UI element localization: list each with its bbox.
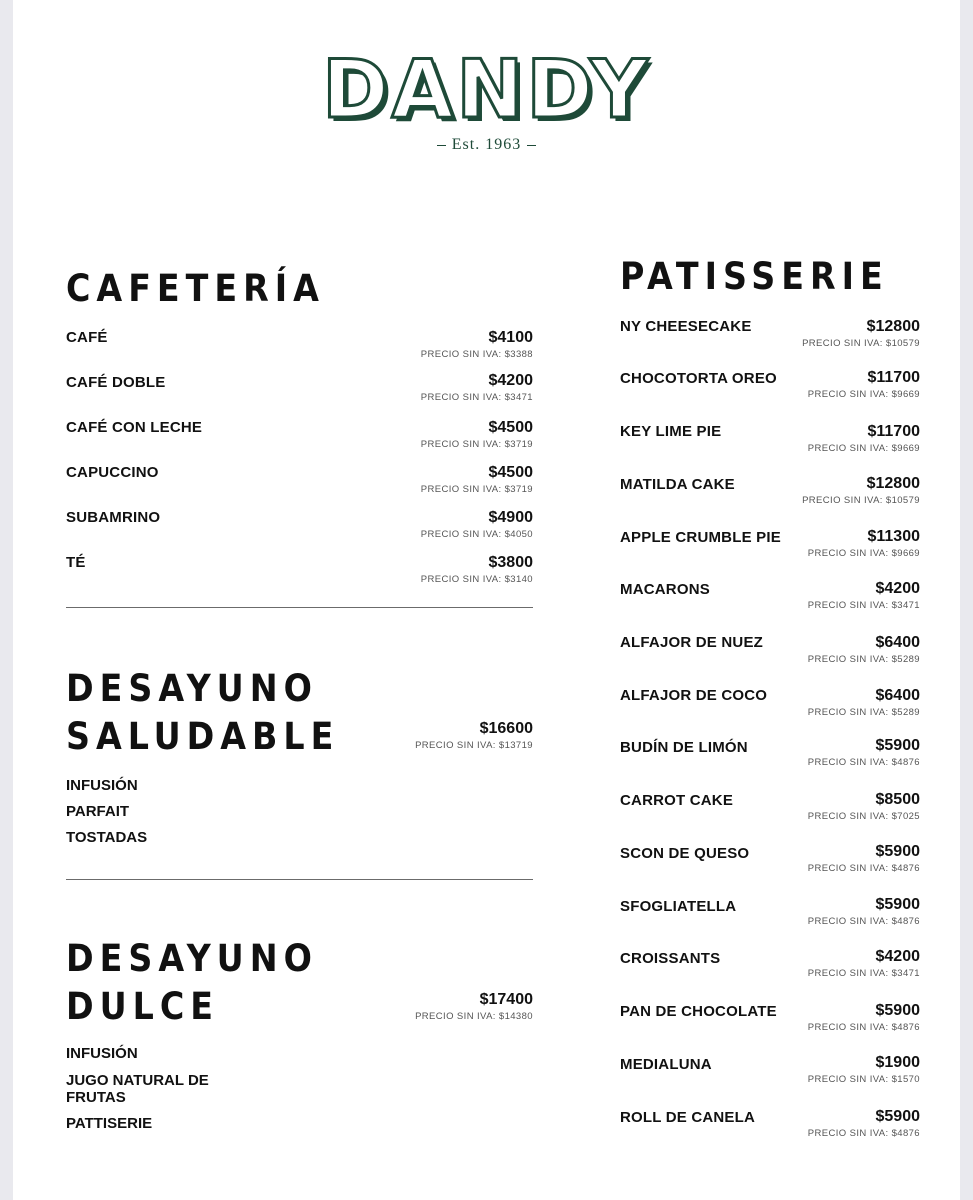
item-price-no-iva: PRECIO SIN IVA: $7025 (807, 811, 920, 822)
included-item: PATTISERIE (66, 1115, 153, 1132)
item-price: $11700 (867, 369, 920, 386)
dandy-logo (0, 43, 973, 154)
item-price-no-iva: PRECIO SIN IVA: $4876 (807, 863, 920, 874)
item-name: TÉ (66, 554, 86, 571)
included-item: JUGO NATURAL DE FRUTAS (66, 1072, 209, 1106)
section-title-desayuno-dulce-line1: DESAYUNO (66, 937, 318, 980)
item-name: MACARONS (620, 581, 710, 598)
item-price-no-iva: PRECIO SIN IVA: $3471 (420, 392, 533, 403)
item-price: $4200 (875, 580, 920, 597)
item-name: SUBAMRINO (66, 509, 161, 526)
item-price-no-iva: PRECIO SIN IVA: $3471 (807, 968, 920, 979)
item-name: ALFAJOR DE NUEZ (620, 634, 764, 651)
item-price-no-iva: PRECIO SIN IVA: $5289 (807, 654, 920, 665)
item-price-no-iva: PRECIO SIN IVA: $9669 (807, 389, 920, 400)
item-name: ROLL DE CANELA (620, 1109, 756, 1126)
item-name: SFOGLIATELLA (620, 898, 737, 915)
item-price-no-iva: PRECIO SIN IVA: $3388 (420, 349, 533, 360)
item-name: MEDIALUNA (620, 1056, 712, 1073)
item-name: CAFÉ (66, 329, 108, 346)
item-name: MATILDA CAKE (620, 476, 735, 493)
item-name: CHOCOTORTA OREO (620, 370, 777, 387)
item-price: $4900 (488, 509, 533, 526)
item-price: $6400 (875, 687, 920, 704)
item-price-no-iva: PRECIO SIN IVA: $4876 (807, 1128, 920, 1139)
section-title-desayuno-saludable-line1: DESAYUNO (66, 667, 318, 710)
item-price-no-iva: PRECIO SIN IVA: $4876 (807, 757, 920, 768)
item-price: $5900 (875, 843, 920, 860)
included-item: TOSTADAS (66, 829, 148, 846)
item-price: $4100 (488, 329, 533, 346)
section-title-desayuno-dulce-line2: DULCE (66, 985, 220, 1028)
item-price-no-iva: PRECIO SIN IVA: $4050 (420, 529, 533, 540)
item-price-no-iva: PRECIO SIN IVA: $3471 (807, 600, 920, 611)
item-name: CAFÉ DOBLE (66, 374, 166, 391)
included-item: INFUSIÓN (66, 777, 138, 794)
item-price: $3800 (488, 554, 533, 571)
section-title-desayuno-saludable-line2: SALUDABLE (66, 715, 340, 758)
item-price: $12800 (866, 475, 920, 492)
section-divider (66, 879, 533, 880)
item-price-no-iva: PRECIO SIN IVA: $4876 (807, 916, 920, 927)
section-divider (66, 607, 533, 608)
item-price: $11300 (867, 528, 920, 545)
item-price: $4200 (488, 372, 533, 389)
item-price-no-iva: PRECIO SIN IVA: $3140 (420, 574, 533, 585)
item-price: $6400 (875, 634, 920, 651)
item-price-no-iva: PRECIO SIN IVA: $1570 (807, 1074, 920, 1085)
item-name: CARROT CAKE (620, 792, 734, 809)
item-price-no-iva: PRECIO SIN IVA: $4876 (807, 1022, 920, 1033)
item-name: CAPUCCINO (66, 464, 159, 481)
dash-right (527, 145, 536, 146)
item-name: PAN DE CHOCOLATE (620, 1003, 777, 1020)
item-price-no-iva: PRECIO SIN IVA: $10579 (802, 338, 920, 349)
dash-left (437, 145, 446, 146)
included-item: INFUSIÓN (66, 1045, 138, 1062)
desayuno-dulce-price-no-iva: PRECIO SIN IVA: $14380 (415, 1011, 533, 1022)
item-price: $4500 (488, 464, 533, 481)
item-price-no-iva: PRECIO SIN IVA: $9669 (807, 548, 920, 559)
desayuno-saludable-price: $16600 (479, 720, 533, 737)
item-price: $4200 (875, 948, 920, 965)
item-price: $5900 (875, 737, 920, 754)
logo-established (0, 136, 973, 154)
item-name: ALFAJOR DE COCO (620, 687, 768, 704)
item-price-no-iva: PRECIO SIN IVA: $3719 (420, 484, 533, 495)
item-name: NY CHEESECAKE (620, 318, 752, 335)
item-name: KEY LIME PIE (620, 423, 722, 440)
item-name: CROISSANTS (620, 950, 721, 967)
item-price-no-iva: PRECIO SIN IVA: $5289 (807, 707, 920, 718)
established-text: Est. 1963 (451, 136, 522, 153)
item-price: $5900 (875, 1002, 920, 1019)
item-price: $11700 (867, 423, 920, 440)
item-price-no-iva: PRECIO SIN IVA: $10579 (802, 495, 920, 506)
item-name: BUDÍN DE LIMÓN (620, 739, 748, 756)
desayuno-dulce-price: $17400 (479, 991, 533, 1008)
desayuno-saludable-price-no-iva: PRECIO SIN IVA: $13719 (415, 740, 533, 751)
logo-wordmark: DANDY (322, 43, 651, 136)
item-name: SCON DE QUESO (620, 845, 750, 862)
item-price: $12800 (866, 318, 920, 335)
item-price: $1900 (875, 1054, 920, 1071)
item-price: $4500 (488, 419, 533, 436)
section-title-cafeteria: CAFETERÍA (66, 267, 325, 310)
item-price-no-iva: PRECIO SIN IVA: $3719 (420, 439, 533, 450)
section-title-patisserie: PATISSERIE (620, 255, 889, 298)
item-name: APPLE CRUMBLE PIE (620, 529, 781, 546)
item-price-no-iva: PRECIO SIN IVA: $9669 (807, 443, 920, 454)
included-item: PARFAIT (66, 803, 130, 820)
item-name: CAFÉ CON LECHE (66, 419, 203, 436)
item-price: $8500 (875, 791, 920, 808)
item-price: $5900 (875, 896, 920, 913)
item-price: $5900 (875, 1108, 920, 1125)
